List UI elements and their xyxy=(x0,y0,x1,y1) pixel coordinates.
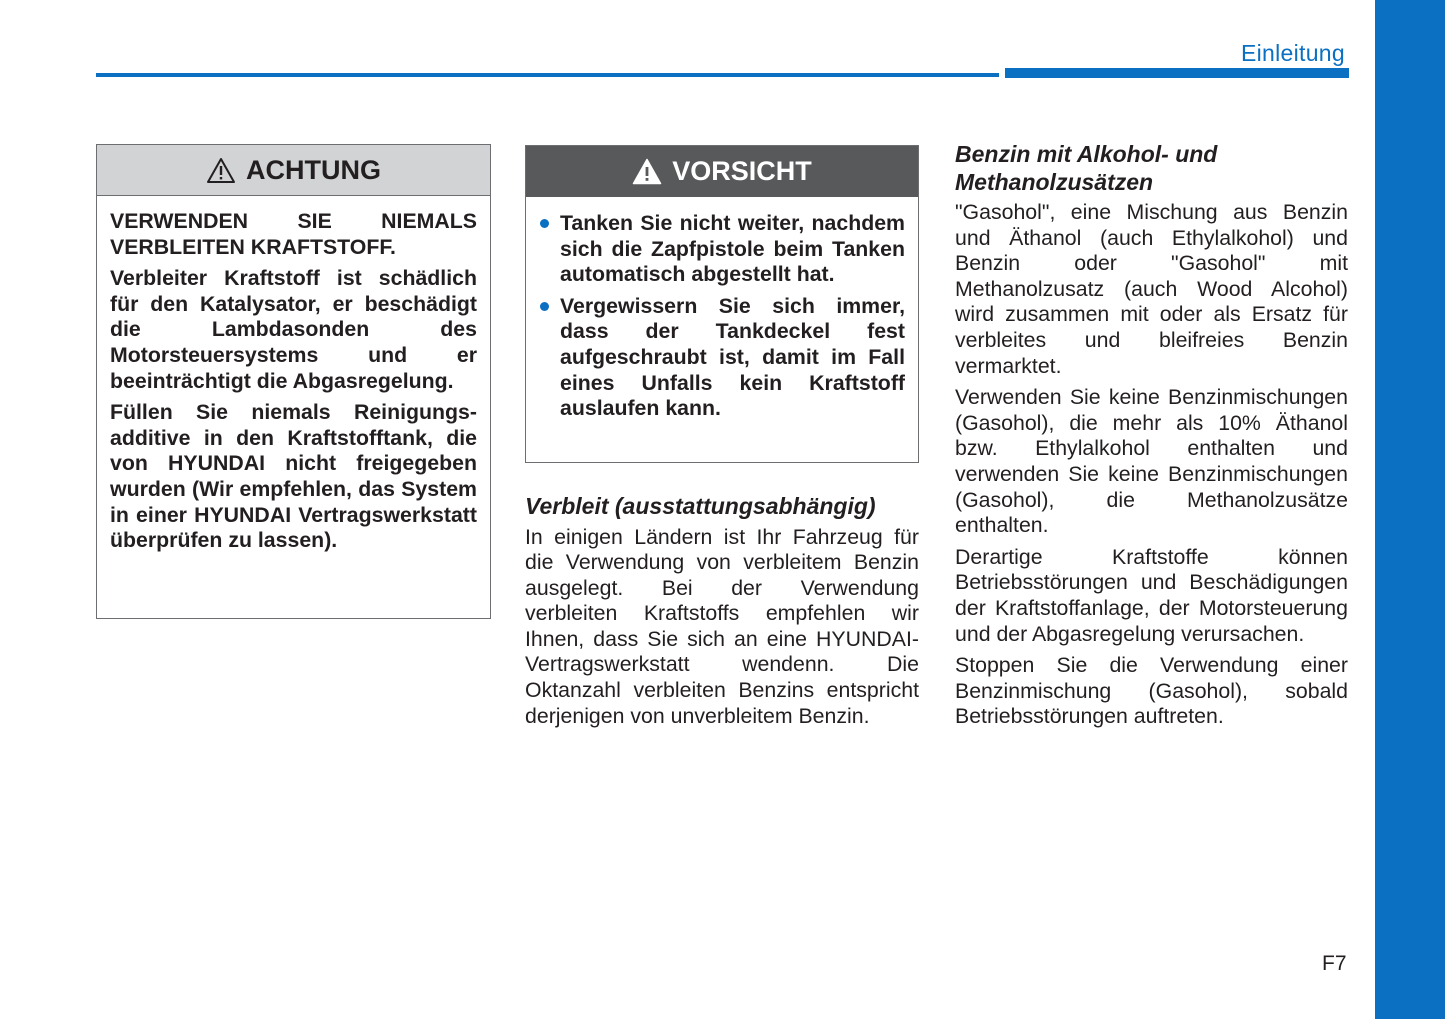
achtung-title: ACHTUNG xyxy=(246,154,381,185)
verbleit-text: In einigen Ländern ist Ihr Fahrzeug für die Verwendung von verbleitem Benzin ausgelegt. Bei der Verwendung verbleiten Kraftstoffs empfehlen wir Ihnen, dass Sie sich an eine HYUNDAI-Vertragswerkstatt wendenn. Die Oktanzahl verbleiten Benzins entspricht derjenigen von unverbleitem Benzin. xyxy=(525,524,919,728)
benzin-paragraph: Verwenden Sie keine Benzinmischungen (Gasohol), die mehr als 10% Äthanol bzw. Ethylalkohol enthalten und verwenden Sie keine Benzinmischungen (Gasohol), die Methanolzusätze enthalten. xyxy=(955,385,1348,538)
achtung-paragraph: VERWENDEN SIE NIEMALS VERBLEITEN KRAFTSTOFF. xyxy=(110,209,477,259)
header-rule xyxy=(96,73,999,77)
bullet-icon xyxy=(540,219,549,228)
benzin-section xyxy=(955,141,1348,736)
verbleit-section xyxy=(525,493,919,735)
achtung-box xyxy=(96,144,491,619)
vorsicht-list xyxy=(526,197,918,422)
list-item-text: Vergewissern Sie sich immer, dass der Tankdeckel fest aufgeschraubt ist, damit im Fall eines Unfalls kein Kraftstoff auslaufen kann. xyxy=(560,293,905,421)
achtung-paragraph: Verbleiter Kraftstoff ist schädlich für den Katalysator, er beschädigt die Lambdasonden des Motorsteuersystems und er beeinträchtigt die Abgasregelung. xyxy=(110,266,477,393)
header-rule-accent xyxy=(1005,68,1349,78)
benzin-title: Benzin mit Alkohol- und Methanolzusätzen xyxy=(955,141,1218,195)
warning-filled-icon xyxy=(632,158,662,185)
vorsicht-header xyxy=(526,146,918,197)
list-item xyxy=(539,294,905,422)
warning-outline-icon xyxy=(206,157,236,184)
bullet-icon xyxy=(540,302,549,311)
verbleit-title: Verbleit (ausstattungsabhängig) xyxy=(525,493,876,519)
benzin-paragraph: "Gasohol", eine Mischung aus Benzin und Äthanol (auch Ethylalkohol) und Benzin oder "Gasohol" mit Methanolzusatz (auch Wood Alcohol) wird zusammen mit oder als Ersatz für verbleites und bleifreies Benzin vermarktet. xyxy=(955,200,1348,378)
list-item-text: Tanken Sie nicht weiter, nachdem sich die Zapfpistole beim Tanken automatisch abgestellt hat. xyxy=(560,211,905,287)
vorsicht-title: VORSICHT xyxy=(672,156,812,186)
benzin-paragraph: Derartige Kraftstoffe können Betriebsstörungen und Beschädigungen der Kraftstoffanlage, der Motorsteuerung und der Abgasregelung verursachen. xyxy=(955,544,1348,646)
section-title: Einleitung xyxy=(1240,40,1345,66)
page-number: F7 xyxy=(1322,952,1347,975)
benzin-paragraph: Stoppen Sie die Verwendung einer Benzinmischung (Gasohol), sobald Betriebsstörungen auftreten. xyxy=(955,653,1348,729)
list-item xyxy=(539,211,905,288)
achtung-body xyxy=(97,196,490,554)
achtung-paragraph: Füllen Sie niemals Reinigungsadditive in den Kraftstofftank, die von HYUNDAI nicht freigegeben wurden (Wir empfehlen, das System in einer HYUNDAI Vertragswerkstatt überprüfen zu lassen). xyxy=(110,400,477,553)
achtung-header xyxy=(97,145,490,196)
side-color-bar xyxy=(1375,0,1445,1019)
vorsicht-box xyxy=(525,145,919,463)
